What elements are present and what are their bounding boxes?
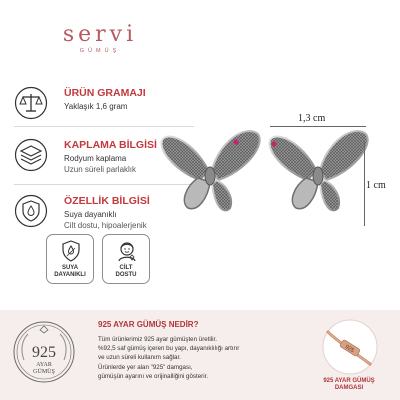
feature-line: Yaklaşık 1,6 gram [64,102,128,111]
badge-label-line: DAYANIKLI [54,272,86,278]
hallmark-stamp-image [310,318,390,376]
feature-line: Rodyum kaplama [64,154,127,163]
info-line: %92,5 saf gümüş içeren bu yapı, dayanıklılığı artırır [98,345,240,352]
badge-label-line: CİLT [119,265,133,271]
stamp-caption [300,378,398,392]
info-line: gümüşün ayarını ve orijinalliğini gösterir. [98,373,209,380]
info-title: 925 AYAR GÜMÜŞ NEDİR? [98,320,199,329]
width-dimension-line [270,126,366,127]
water-shield-icon [59,239,83,263]
info-line: ve uzun süreli kullanım sağlar. [98,354,181,361]
badge-water-resistant [46,234,94,284]
butterfly-earrings-image [160,120,374,218]
feature-line: Suya dayanıklı [64,210,117,219]
seal-number: 925 [32,344,56,361]
brand-subtitle: GÜMÜŞ [79,48,121,54]
scale-icon [14,86,48,120]
badge-label [47,265,93,279]
seal-line1: AYAR [36,362,52,368]
skin-friendly-icon [115,239,139,263]
earring-right [269,131,367,210]
height-dimension-label: 1 cm [366,180,386,191]
brand-logo [0,22,200,54]
gemstone-right [271,141,276,146]
earring-left [161,131,259,210]
badge-label [103,265,149,279]
height-dimension-line [364,142,365,226]
layers-icon [14,138,48,172]
feature-title: ÖZELLİK BİLGİSİ [64,195,150,207]
gemstone-left [233,139,238,144]
info-line: Tüm ürünlerimiz 925 ayar gümüşten üretilir. [98,336,217,343]
feature-title: ÜRÜN GRAMAJI [64,87,146,99]
stamp-caption-line: 925 AYAR GÜMÜŞ [323,378,375,384]
feature-line: Cilt dostu, hipoalerjenik [64,221,147,230]
info-line: Ürünlerde yer alan "925" damgası, [98,364,193,371]
badge-label-line: SUYA [61,265,79,271]
silver-seal-icon [12,320,76,384]
width-dimension-label: 1,3 cm [298,113,326,124]
badge-skin-friendly [102,234,150,284]
feature-line: Uzun süreli parlaklık [64,165,137,174]
feature-title: KAPLAMA BİLGİSİ [64,139,157,151]
stamp-number: 925 [343,344,355,355]
badge-label-line: DOSTU [115,272,137,278]
seal-line2: GÜMÜŞ [33,369,55,375]
brand-name: servi [62,22,138,47]
stamp-caption-line: DAMGASI [334,385,364,391]
shield-drop-icon [14,194,48,228]
